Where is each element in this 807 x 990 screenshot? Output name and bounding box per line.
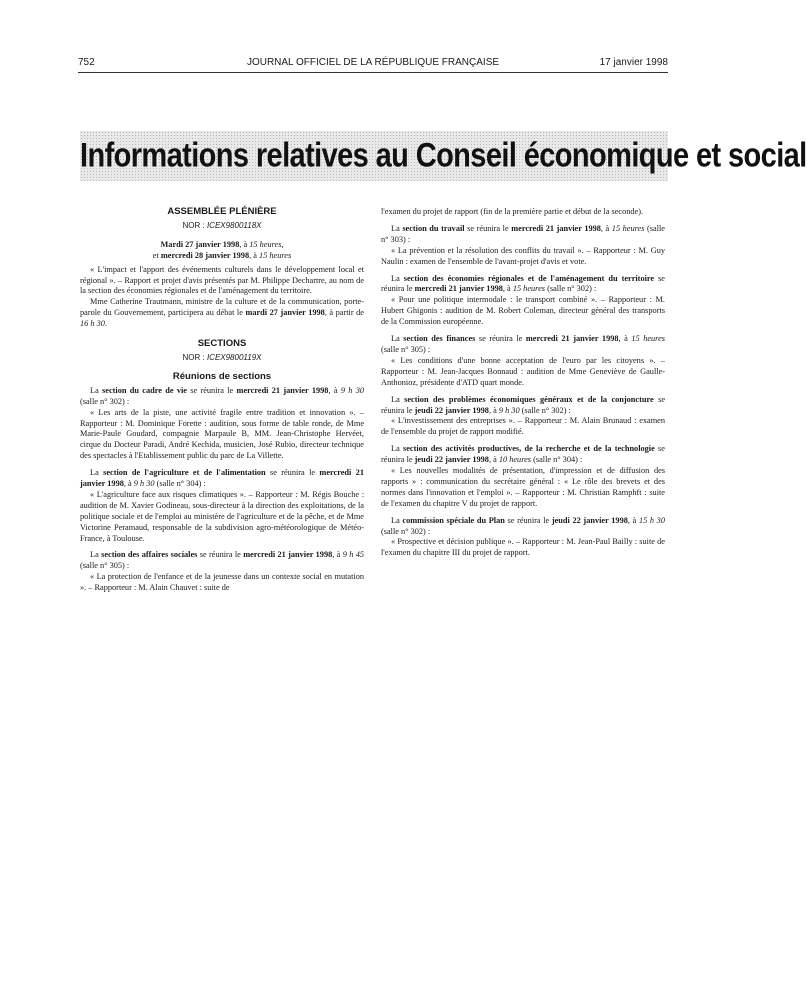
plan-heading: La commission spéciale du Plan se réunira le jeudi 22 janvier 1998, à 15 h 30 (salle n° 302) : [381,515,665,536]
sociales-body: « La protection de l'enfance et de la jeunesse dans un contexte social en mutation ». – Rapporteur : M. Alain Chauvet : suite de [80,572,364,593]
page-header [78,57,668,73]
sociales-heading: La section des affaires sociales se réunira le mercredi 21 janvier 1998, à 9 h 45 (salle n° 305) : [80,550,365,571]
travail-heading: La section du travail se réunira le mercredi 21 janvier 1998, à 15 heures (salle n° 303) : [381,223,665,244]
assemblee-paragraph-minister: Mme Catherine Trautmann, ministre de la culture et de la communication, porte-parole du Gouvernement, participera au débat le mardi 27 janvier 1998, à partir de 16 h 30. [80,297,364,329]
travail-body: « La prévention et la résolution des conflits du travail ». – Rapporteur : M. Guy Naulin : examen de l'ensemble de l'avant-projet d'avis et vote. [381,245,665,266]
activites-body: « Les nouvelles modalités de présentation, d'impression et de diffusion des rapports » : communication du secrétaire général : « Le rôle des brevets et des normes dans l'innovation et l'emploi ». – Rapporteur : M. Christian Ramphft : suite de l'examen du chapitre V du projet de rapport. [381,466,665,508]
assemblee-sessions: Mardi 27 janvier 1998, à 15 heures, et mercredi 28 janvier 1998, à 15 heures [152,239,292,260]
finances-body: « Les conditions d'une bonne acceptation de l'euro par les citoyens ». – Rapporteur : M. Jean-Jacques Bonnaud : audition de Mme Geneviève de Gaulle-Anthonioz, présidente d'ATD quart monde. [381,355,665,387]
assemblee-nor: NOR : ICEX9800118X [182,220,262,230]
issue-date: 17 janvier 1998 [599,57,668,68]
section-banner [80,131,807,181]
left-column [80,207,364,594]
problemes-heading: La section des problèmes économiques généraux et de la conjoncture se réunira le jeudi 22 janvier 1998, à 9 h 30 (salle n° 302) : [381,394,665,415]
sections-title: SECTIONS [197,338,247,350]
problemes-body: « L'investissement des entreprises ». – Rapporteur : M. Alain Brunaud : examen de l'ensemble du projet de rapport modifié. [381,416,665,437]
cadre-heading: La section du cadre de vie se réunira le mercredi 21 janvier 1998, à 9 h 30 (salle n° 302) : [80,385,364,406]
finances-heading: La section des finances se réunira le mercredi 21 janvier 1998, à 15 heures (salle n° 305) : [381,334,666,354]
assemblee-paragraph: « L'impact et l'apport des événements culturels dans le développement local et régional ». – Rapport et projet d'avis présentés par M. Philippe Dechartre, au nom de la section des économies régionales et de l'aménagement du territoire. [80,264,364,296]
cadre-body: « Les arts de la piste, une activité fragile entre tradition et innovation ». – Rapporteur : M. Dominique Forette : audition, sous forme de table ronde, de Mme Marie-Paule Goudard, compagnie Marpaule B, MM. Jean-Christophe Hervéet, cirque du Docteur Paradi, André Kechida, musicien, José Rubio, directeur technique des spectacles à l'Etablissement public du parc de La Villette. [80,407,364,461]
agriculture-heading: La section de l'agriculture et de l'alimentation se réunira le mercredi 21 janvier 1998, à 9 h 30 (salle n° 304) : [80,468,364,489]
regionales-heading: La section des économies régionales et de l'aménagement du territoire se réunira le mercredi 21 janvier 1998, à 15 heures (salle n° 302) : [381,273,665,294]
agriculture-body: « L'agriculture face aux risques climatiques ». – Rapporteur : M. Régis Bouche : audition de M. Xavier Godineau, sous-directeur à la direction des exploitations, de la politique sociale et de l'emploi au ministère de l'agriculture et de la pêche, et de Mme Victorine Peramaud, responsable de la subdivision agro-météorologique de Météo-France, à Toulouse. [80,489,364,543]
right-column [381,207,665,559]
sections-nor: NOR : ICEX9800119X [182,352,262,362]
assemblee-title: ASSEMBLÉE PLÉNIÈRE [167,206,277,217]
regionales-body: « Pour une politique intermodale : le transport combiné ». – Rapporteur : M. Hubert Ghigonis : audition de M. Robert Coleman, directeur général des transports de la Commission européenne. [381,295,665,327]
banner-title: Informations relatives au Conseil économique et social [80,137,807,175]
plan-body: « Prospective et décision publique ». – Rapporteur : M. Jean-Paul Bailly : suite de l'examen du chapitre III du projet de rapport. [381,537,665,558]
sections-subtitle: Réunions de sections [172,370,272,382]
sociales-continuation: l'examen du projet de rapport (fin de la première partie et début de la seconde). [381,207,644,216]
activites-heading: La section des activités productives, de la recherche et de la technologie se réunira le jeudi 22 janvier 1998, à 10 heures (salle n° 304) : [381,444,665,465]
header-rule [78,72,668,73]
journal-title: JOURNAL OFFICIEL DE LA RÉPUBLIQUE FRANÇAISE [246,57,500,68]
page-number: 752 [78,57,95,68]
